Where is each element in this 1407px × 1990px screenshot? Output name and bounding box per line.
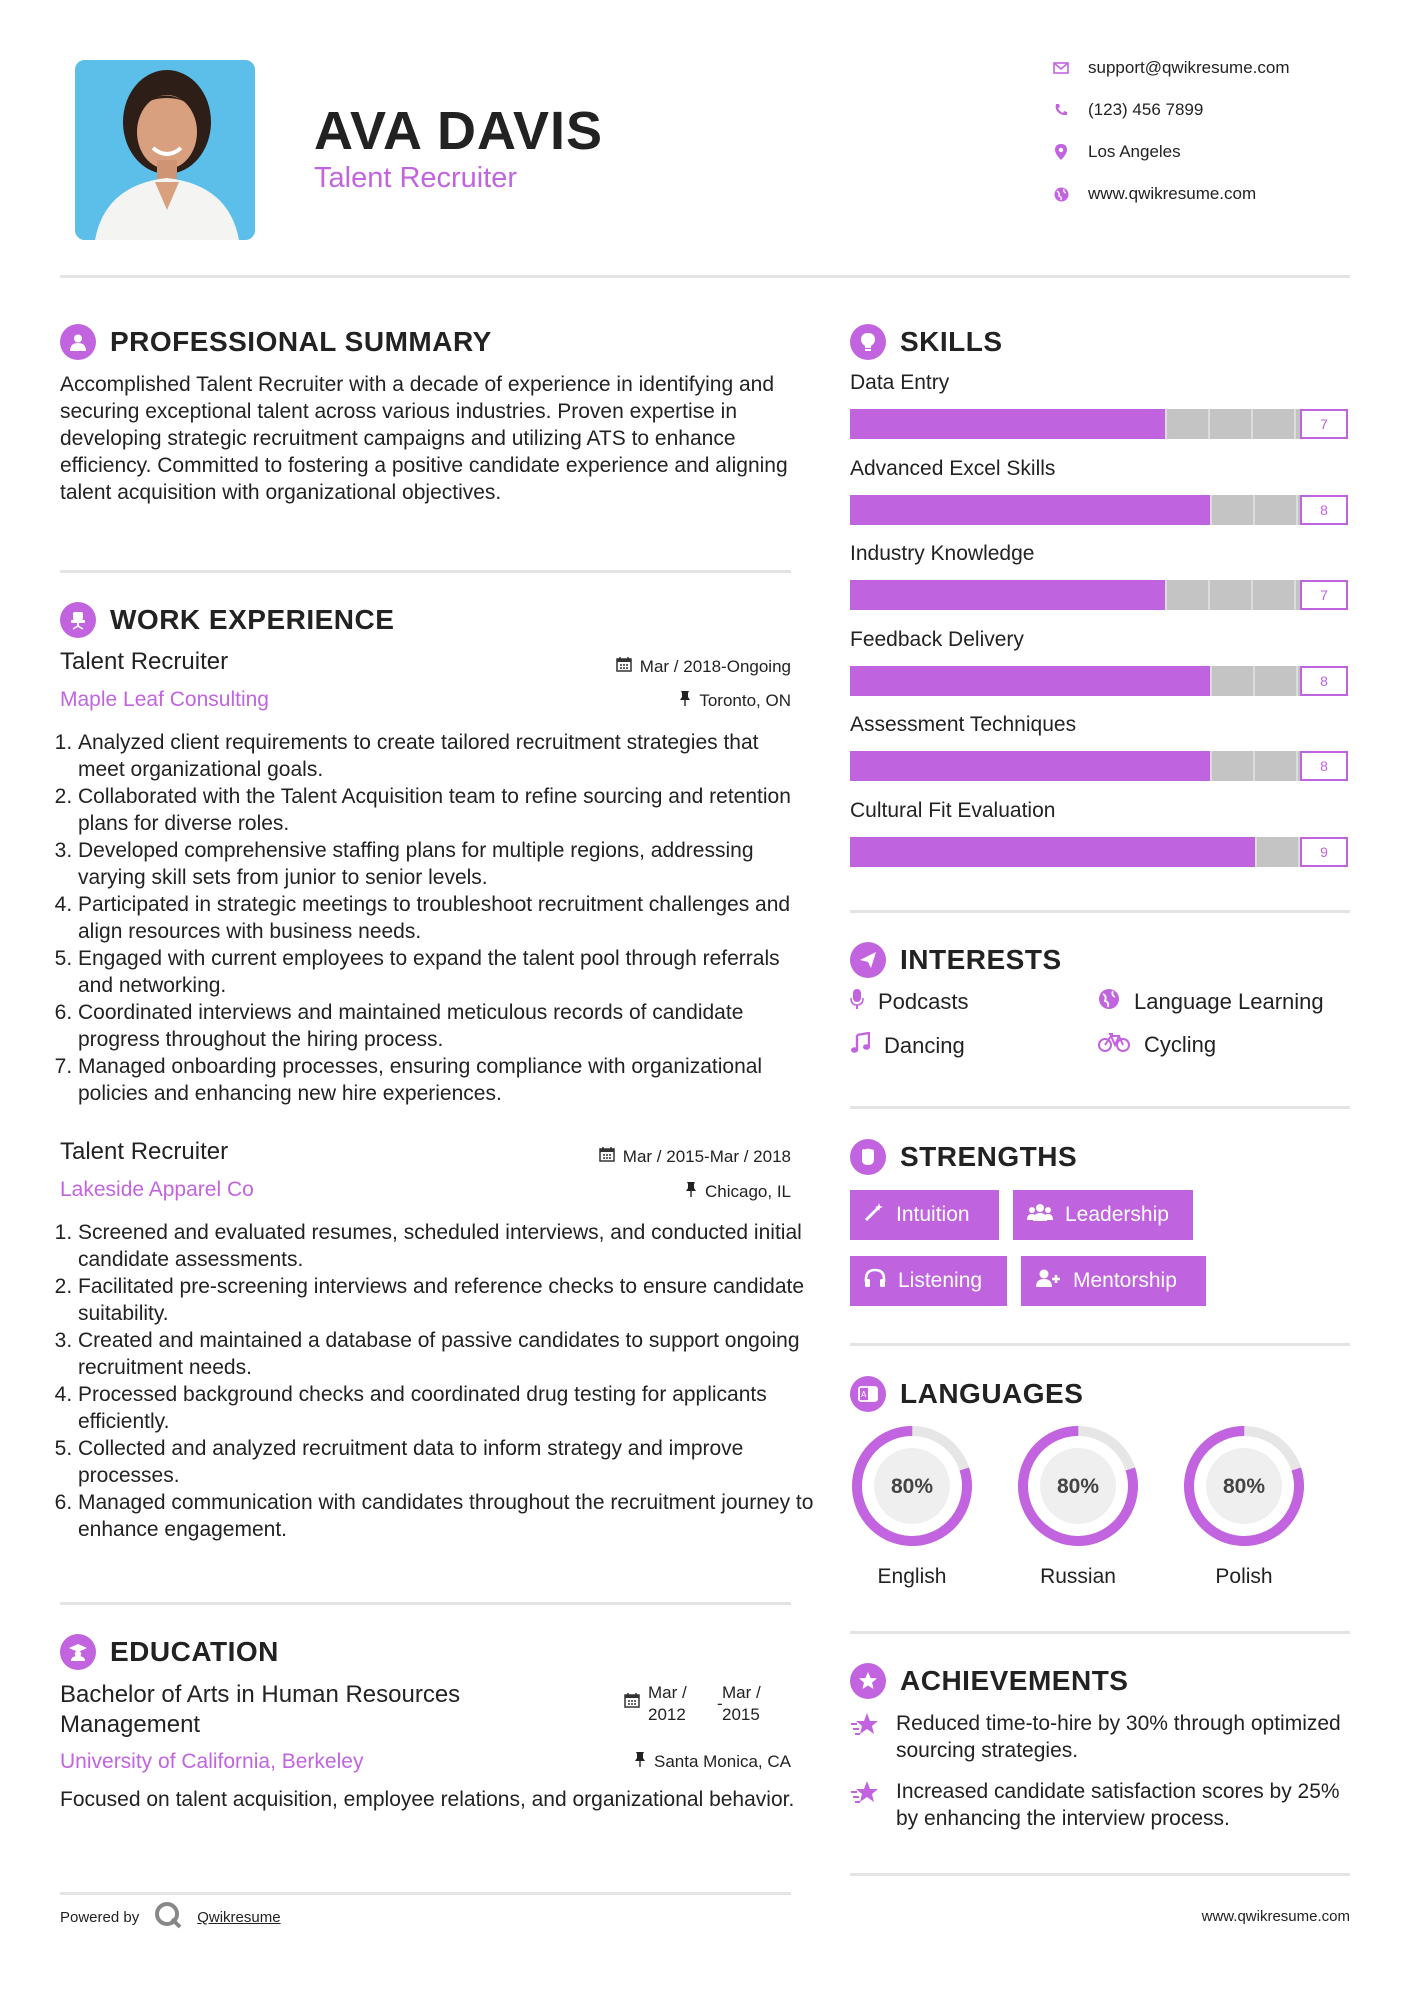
- interest-cycling: [1098, 1032, 1216, 1058]
- list-item: 6. Coordinated interviews and maintained meticulous records of candidate progress throughout the hiring process.: [78, 999, 798, 1053]
- phone-text: (123) 456 7899: [1088, 100, 1204, 119]
- email-text: support@qwikresume.com: [1088, 58, 1290, 77]
- job-1-company: Maple Leaf Consulting: [60, 688, 269, 711]
- skill-bar: [850, 580, 1348, 610]
- interest-label: Dancing: [884, 1033, 965, 1058]
- language-ring: [1182, 1424, 1306, 1548]
- list-item: 6. Managed communication with candidates throughout the recruitment journey to enhance engagement.: [78, 1489, 818, 1543]
- phone-icon: [1052, 101, 1070, 119]
- skill-level-value: 7: [1300, 580, 1348, 610]
- school-name: University of California, Berkeley: [60, 1750, 364, 1773]
- candidate-name: AVA DAVIS: [314, 101, 604, 161]
- interests-title: INTERESTS: [900, 944, 1062, 975]
- qwikresume-logo-icon: [153, 1900, 183, 1935]
- bicycle-icon: [1098, 1032, 1130, 1058]
- skills-title: SKILLS: [900, 326, 1003, 357]
- website-text: www.qwikresume.com: [1088, 184, 1257, 203]
- language-ring: [1016, 1424, 1140, 1548]
- header-divider: [60, 275, 1350, 278]
- profile-photo: [75, 60, 255, 240]
- list-item: 1. Analyzed client requirements to create tailored recruitment strategies that meet organizational goals.: [78, 729, 798, 783]
- degree-title: Bachelor of Arts in Human Resources Management: [60, 1681, 461, 1738]
- interest-label: Podcasts: [878, 989, 969, 1014]
- skill-bar-track: [1255, 837, 1300, 867]
- achievements-divider: [850, 1873, 1350, 1876]
- job-1-title: Talent Recruiter: [60, 648, 229, 675]
- interests-divider: [850, 1106, 1350, 1109]
- office-chair-icon: [60, 602, 96, 638]
- skill-label: Industry Knowledge: [850, 542, 1035, 565]
- strength-leadership: [1013, 1190, 1193, 1240]
- education-date-separator: -: [717, 1694, 723, 1713]
- achievement-text: Reduced time-to-hire by 30% through optimized sourcing strategies.: [896, 1712, 1341, 1762]
- job-1-duties: [60, 729, 798, 1107]
- globe-icon: [1052, 185, 1070, 203]
- job-2-duties: [60, 1219, 818, 1543]
- skill-bar-fill: [850, 837, 1255, 867]
- contact-location: [1052, 142, 1181, 162]
- skill-level-value: 9: [1300, 837, 1348, 867]
- language-percent-label: 80%: [1222, 1475, 1266, 1498]
- graduate-icon: [60, 1634, 96, 1670]
- paper-plane-icon: [850, 942, 886, 978]
- list-item: 1. Screened and evaluated resumes, scheduled interviews, and conducted initial candidate assessments.: [78, 1219, 818, 1273]
- strength-label: Leadership: [1065, 1203, 1169, 1226]
- strength-intuition: [850, 1190, 999, 1240]
- job-2-location-text: Chicago, IL: [705, 1181, 791, 1201]
- calendar-icon: [616, 656, 632, 677]
- star-badge-icon: [850, 1663, 886, 1699]
- education-title: EDUCATION: [110, 1636, 279, 1667]
- map-pin-icon: [1052, 143, 1070, 161]
- powered-by-text: Powered by: [60, 1909, 140, 1926]
- work-divider: [60, 1602, 791, 1605]
- strength-listening: [850, 1256, 1007, 1306]
- strength-label: Mentorship: [1073, 1269, 1177, 1292]
- interest-podcasts: [850, 988, 969, 1016]
- summary-text: Accomplished Talent Recruiter with a decade of experience in identifying and securing exceptional talent across various industries. Proven expertise in developing strategic recruitment campaigns and utilizing ATS to enhance efficiency. Committed to fostering a positive candidate experience and aligning talent acquisition with organizational objectives.: [60, 373, 788, 504]
- skill-label: Cultural Fit Evaluation: [850, 798, 1056, 822]
- user-icon: [60, 324, 96, 360]
- footer-website[interactable]: www.qwikresume.com: [1201, 1908, 1350, 1925]
- achievement-text: Increased candidate satisfaction scores by 25% by enhancing the interview process.: [896, 1780, 1340, 1830]
- skill-level-value: 7: [1300, 409, 1348, 439]
- pushpin-icon: [634, 1751, 646, 1772]
- microphone-icon: [850, 988, 864, 1016]
- list-item: 4. Participated in strategic meetings to troubleshoot recruitment challenges and align resources with business needs.: [78, 891, 798, 945]
- skill-bar: [850, 495, 1348, 525]
- list-item: 3. Developed comprehensive staffing plans for multiple regions, addressing varying skill sets from junior to senior levels.: [78, 837, 798, 891]
- strengths-title: STRENGTHS: [900, 1141, 1078, 1172]
- contact-phone[interactable]: [1052, 100, 1203, 120]
- list-item: 5. Collected and analyzed recruitment data to inform strategy and improve processes.: [78, 1435, 818, 1489]
- skill-bar-fill: [850, 580, 1165, 610]
- list-item: 7. Managed onboarding processes, ensuring compliance with organizational policies and enhancing new hire experiences.: [78, 1053, 798, 1107]
- interest-dancing: [850, 1032, 965, 1060]
- list-item: 2. Facilitated pre-screening interviews and reference checks to ensure candidate suitability.: [78, 1273, 818, 1327]
- list-item: 5. Engaged with current employees to expand the talent pool through referrals and networking.: [78, 945, 798, 999]
- star-icon: [850, 1712, 880, 1764]
- job-1-location: [560, 690, 791, 711]
- skill-label: Advanced Excel Skills: [850, 456, 1056, 480]
- interest-label: Language Learning: [1134, 989, 1324, 1014]
- strengths-divider: [850, 1343, 1350, 1346]
- achievement-item: [850, 1710, 1350, 1764]
- contact-email[interactable]: [1052, 58, 1290, 78]
- brand-link[interactable]: Qwikresume: [197, 1909, 281, 1926]
- job-1-date-text: Mar / 2018-Ongoing: [639, 656, 791, 676]
- job-2-location: [560, 1181, 791, 1202]
- education-location-text: Santa Monica, CA: [653, 1751, 791, 1771]
- interest-language-learning: [1098, 988, 1324, 1016]
- education-heading: [60, 1634, 279, 1670]
- languages-divider: [850, 1631, 1350, 1634]
- language-percent-label: 80%: [1056, 1475, 1100, 1498]
- skill-label: Feedback Delivery: [850, 627, 1024, 651]
- skill-level-value: 8: [1300, 751, 1348, 781]
- language-name: Russian: [1040, 1565, 1116, 1588]
- job-2-company: Lakeside Apparel Co: [60, 1178, 254, 1201]
- music-icon: [850, 1032, 870, 1060]
- contact-website[interactable]: [1052, 184, 1256, 204]
- work-heading: [60, 602, 394, 638]
- pushpin-icon: [685, 1181, 697, 1202]
- skill-bar-track: [1210, 751, 1300, 781]
- achievements-heading: [850, 1663, 1128, 1699]
- job-2-title: Talent Recruiter: [60, 1138, 229, 1165]
- languages-title: LANGUAGES: [900, 1378, 1084, 1409]
- users-icon: [1027, 1202, 1053, 1228]
- translate-icon: [850, 1376, 886, 1412]
- lightbulb-icon: [850, 324, 886, 360]
- calendar-icon: [599, 1146, 615, 1167]
- education-location: [560, 1751, 791, 1772]
- globe-icon: [1098, 988, 1120, 1016]
- calendar-icon: [624, 1692, 640, 1713]
- skill-bar-fill: [850, 751, 1210, 781]
- headphones-icon: [864, 1268, 886, 1294]
- strength-label: Intuition: [896, 1203, 970, 1226]
- skills-divider: [850, 910, 1350, 913]
- raised-fist-icon: [850, 1139, 886, 1175]
- skill-bar-track: [1210, 495, 1300, 525]
- achievement-item: [850, 1778, 1350, 1832]
- summary-heading: [60, 324, 492, 360]
- skill-bar-track: [1165, 409, 1300, 439]
- candidate-role: Talent Recruiter: [314, 162, 518, 194]
- portrait-image: [75, 60, 255, 240]
- skill-bar: [850, 666, 1348, 696]
- strength-mentorship: [1021, 1256, 1206, 1306]
- language-name: English: [877, 1565, 947, 1588]
- skill-label: Data Entry: [850, 371, 950, 394]
- summary-divider: [60, 570, 791, 573]
- strength-label: Listening: [898, 1269, 983, 1292]
- envelope-icon: [1052, 59, 1070, 77]
- list-item: 4. Processed background checks and coordinated drug testing for applicants efficiently.: [78, 1381, 818, 1435]
- language-percent-label: 80%: [890, 1475, 934, 1498]
- achievements-title: ACHIEVEMENTS: [900, 1665, 1129, 1696]
- list-item: 2. Collaborated with the Talent Acquisition team to refine sourcing and retention plans for diverse roles.: [78, 783, 798, 837]
- skill-label: Assessment Techniques: [850, 713, 1077, 736]
- footer-powered: [60, 1900, 281, 1935]
- education-text: Focused on talent acquisition, employee relations, and organizational behavior.: [60, 1788, 795, 1811]
- list-item: 3. Created and maintained a database of passive candidates to support ongoing recruitment needs.: [78, 1327, 818, 1381]
- job-1-location-text: Toronto, ON: [699, 690, 791, 710]
- magic-wand-icon: [864, 1202, 884, 1228]
- skill-bar: [850, 751, 1348, 781]
- pushpin-icon: [679, 690, 691, 711]
- education-date-end: Mar / 2015: [722, 1683, 761, 1724]
- location-text: Los Angeles: [1088, 142, 1181, 161]
- work-title: WORK EXPERIENCE: [110, 604, 395, 635]
- language-name: Polish: [1215, 1565, 1273, 1588]
- summary-title: PROFESSIONAL SUMMARY: [110, 326, 492, 357]
- language-ring: [850, 1424, 974, 1548]
- star-icon: [850, 1780, 880, 1832]
- skill-bar: [850, 837, 1348, 867]
- skill-bar-track: [1165, 580, 1300, 610]
- svg-text:A: A: [861, 1390, 867, 1399]
- user-plus-icon: [1035, 1268, 1061, 1294]
- skill-bar-fill: [850, 495, 1210, 525]
- skill-level-value: 8: [1300, 495, 1348, 525]
- interests-heading: [850, 942, 1062, 978]
- interest-label: Cycling: [1144, 1032, 1217, 1057]
- job-2-date-text: Mar / 2015-Mar / 2018: [622, 1146, 791, 1166]
- job-2-date: [540, 1146, 791, 1167]
- education-date-start: Mar / 2012: [648, 1683, 687, 1724]
- skill-bar: [850, 409, 1348, 439]
- education-divider: [60, 1892, 791, 1895]
- skills-heading: [850, 324, 1003, 360]
- skill-bar-track: [1210, 666, 1300, 696]
- skill-level-value: 8: [1300, 666, 1348, 696]
- job-1-date: [560, 656, 791, 677]
- skill-bar-fill: [850, 409, 1165, 439]
- skill-bar-fill: [850, 666, 1210, 696]
- languages-heading: [850, 1376, 1083, 1412]
- strengths-heading: [850, 1139, 1077, 1175]
